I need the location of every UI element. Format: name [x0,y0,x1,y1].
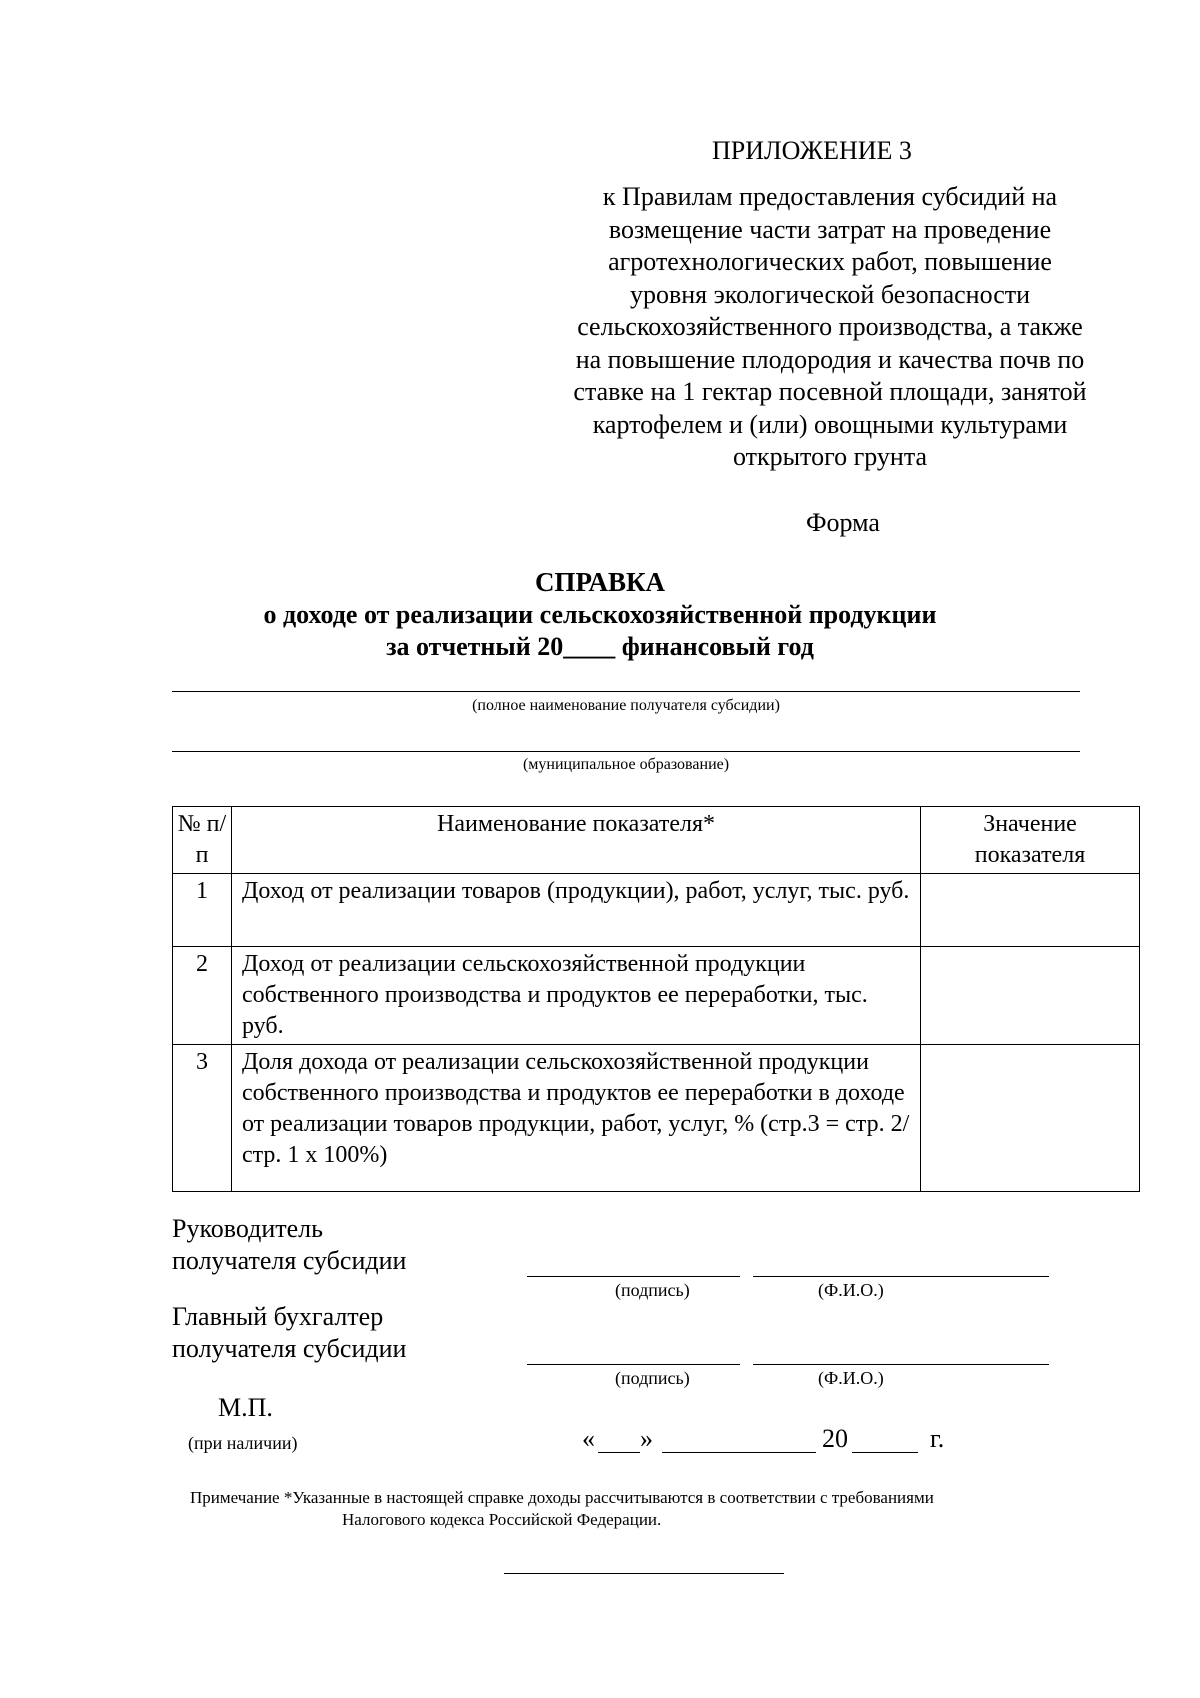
header-indicator-value: Значение показателя [921,807,1140,874]
stamp-label: М.П. [218,1393,273,1422]
date-month-line[interactable] [662,1452,816,1453]
footnote-separator [504,1573,784,1574]
date-day-line[interactable] [598,1452,640,1453]
table-row [173,1045,1140,1192]
head-name-line[interactable] [753,1276,1049,1277]
appendix-title: ПРИЛОЖЕНИЕ 3 [712,136,912,165]
appendix-line: сельскохозяйственного производства, а также [577,312,1083,341]
header-indicator-name: Наименование показателя* [232,807,921,874]
head-signature-caption: (подпись) [615,1280,690,1300]
row-value-cell[interactable] [921,874,1140,947]
row-indicator-name: Доход от реализации товаров (продукции), работ, услуг, тыс. руб. [232,874,921,947]
recipient-caption: (полное наименование получателя субсидии) [472,697,780,714]
document-period: за отчетный 20____ финансовый год [386,632,814,661]
appendix-line: ставке на 1 гектар посевной площади, занятой [573,377,1087,406]
date-close-quote: » [640,1424,653,1453]
row-number: 2 [173,947,232,1045]
form-label: Форма [806,508,880,537]
row-indicator-name: Доля дохода от реализации сельскохозяйственной продукции собственного производства и продуктов ее переработки в доходе от реализации товаров продукции, работ, услуг, % (стр.3 = стр. 2/стр. 1 x 100%) [232,1045,921,1192]
accountant-signature-line[interactable] [527,1364,740,1365]
municipality-line[interactable] [172,751,1080,752]
footnote-line2: Налогового кодекса Российской Федерации. [342,1510,662,1529]
footnote [190,1487,1190,1531]
date-year-prefix: 20 [822,1424,848,1453]
indicators-table [172,806,1140,1192]
head-label-line1: Руководитель [172,1214,323,1243]
accountant-label-line1: Главный бухгалтер [172,1302,384,1331]
date-open-quote: « [582,1424,595,1453]
appendix-line: агротехнологических работ, повышение [608,247,1052,276]
appendix-line: уровня экологической безопасности [629,279,1031,309]
head-label-line2: получателя субсидии [172,1246,407,1275]
appendix-line: открытого грунта [732,442,928,471]
table-header-row [173,807,1140,874]
head-name-caption: (Ф.И.О.) [818,1280,884,1300]
table-row [173,947,1140,1045]
date-year-suffix: г. [930,1424,945,1453]
date-year-line[interactable] [852,1452,918,1453]
recipient-name-line[interactable] [172,691,1080,692]
accountant-name-line[interactable] [753,1364,1049,1365]
accountant-label-line2: получателя субсидии [172,1334,407,1363]
row-number: 1 [173,874,232,947]
stamp-caption: (при наличии) [188,1433,298,1453]
footnote-line1: Примечание *Указанные в настоящей справке доходы рассчитываются в соответствии с требованиями [190,1488,934,1507]
appendix-line: на повышение плодородия и качества почв по [575,344,1085,374]
accountant-signature-caption: (подпись) [615,1368,690,1388]
header-number: № п/п [173,807,232,874]
accountant-name-caption: (Ф.И.О.) [818,1368,884,1388]
appendix-description [530,181,1130,474]
row-number: 3 [173,1045,232,1192]
appendix-line: возмещение части затрат на проведение [608,214,1052,244]
municipality-caption: (муниципальное образование) [522,756,730,773]
document-title: СПРАВКА [534,567,666,597]
row-value-cell[interactable] [921,947,1140,1045]
appendix-line: картофелем и (или) овощными культурами [592,409,1068,439]
appendix-line: к Правилам предоставления субсидий на [602,182,1058,211]
table-row [173,874,1140,947]
head-signature-line[interactable] [527,1276,740,1277]
document-subtitle: о доходе от реализации сельскохозяйственной продукции [263,600,937,629]
row-value-cell[interactable] [921,1045,1140,1192]
row-indicator-name: Доход от реализации сельскохозяйственной продукции собственного производства и продуктов ее переработки, тыс. руб. [232,947,921,1045]
